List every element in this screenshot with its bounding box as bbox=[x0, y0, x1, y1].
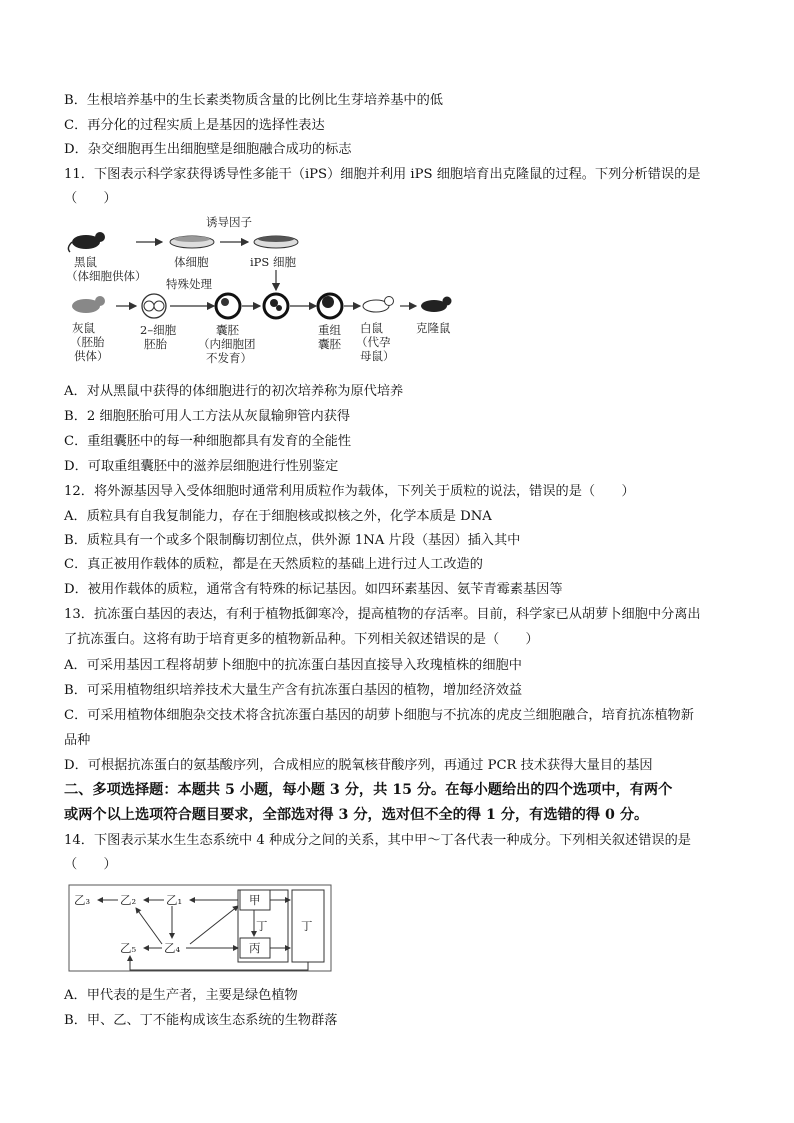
y2-label: 乙₂ bbox=[120, 893, 137, 907]
blastocyst-icon bbox=[216, 294, 240, 318]
section2-heading-2: 或两个以上选项符合题目要求，全部选对得 3 分，选对但不全的得 1 分，有选错的得 0 分。 bbox=[64, 807, 649, 823]
y1-label: 乙₁ bbox=[166, 893, 183, 907]
two-cell-label-2: 胚胎 bbox=[144, 337, 167, 351]
ips-clone-diagram bbox=[64, 212, 464, 374]
grey-mouse-icon bbox=[72, 296, 105, 313]
q13-option-d: D．可根据抗冻蛋白的氨基酸序列，合成相应的脱氧核苷酸序列，再通过 PCR 技术获得大量目的基因 bbox=[64, 758, 653, 773]
q11-stem: 11．下图表示科学家获得诱导性多能干（iPS）细胞并利用 iPS 细胞培育出克隆鼠的过程。下列分析错误的是 bbox=[64, 167, 701, 182]
ding-box-label: 丁 bbox=[301, 919, 313, 933]
q14-option-a: A．甲代表的是生产者，主要是绿色植物 bbox=[64, 988, 298, 1003]
ding-label: 丁 bbox=[256, 919, 268, 933]
clone-mouse-label: 克隆鼠 bbox=[416, 321, 451, 335]
two-cell-label-1: 2–细胞 bbox=[140, 323, 177, 337]
petri-dish-icon bbox=[170, 236, 214, 248]
q13-option-a: A．可采用基因工程将胡萝卜细胞中的抗冻蛋白基因直接导入玫瑰植株的细胞中 bbox=[64, 658, 522, 673]
q12-option-d: D．被用作载体的质粒，通常含有特殊的标记基因。如四环素基因、氨苄青霉素基因等 bbox=[64, 582, 563, 597]
q10-option-d: D．杂交细胞再生出细胞壁是细胞融合成功的标志 bbox=[64, 142, 352, 157]
ecosystem-diagram-nodes bbox=[66, 882, 336, 976]
injection-blastocyst-icon bbox=[264, 294, 288, 318]
blastocyst-note-2: 不发育） bbox=[206, 351, 252, 365]
ips-dish-icon bbox=[254, 236, 298, 248]
q11-option-c: C．重组囊胚中的每一种细胞都具有发育的全能性 bbox=[64, 434, 352, 449]
blastocyst-note-1: （内细胞团 bbox=[198, 337, 256, 351]
special-treat-label: 特殊处理 bbox=[166, 277, 212, 291]
white-mouse-note-1: （代孕 bbox=[356, 335, 391, 349]
q13-stem-1: 13．抗冻蛋白基因的表达，有利于植物抵御寒冷，提高植物的存活率。目前，科学家已从胡萝卜细胞中分离出 bbox=[64, 607, 701, 622]
q12-option-c: C．真正被用作载体的质粒，都是在天然质粒的基础上进行过人工改造的 bbox=[64, 557, 483, 572]
q10-option-c: C．再分化的过程实质上是基因的选择性表达 bbox=[64, 118, 325, 133]
blastocyst-label: 囊胚 bbox=[216, 323, 239, 337]
grey-mouse-label: 灰鼠 bbox=[72, 321, 95, 335]
recombinant-label-1: 重组 bbox=[318, 323, 341, 337]
recombinant-blastocyst-icon bbox=[318, 294, 342, 318]
y3-label: 乙₃ bbox=[74, 893, 91, 907]
q13-option-b: B．可采用植物组织培养技术大量生产含有抗冻蛋白基因的植物，增加经济效益 bbox=[64, 683, 523, 698]
somatic-cell-label: 体细胞 bbox=[174, 255, 209, 269]
q11-option-b: B．2 细胞胚胎可用人工方法从灰鼠输卵管内获得 bbox=[64, 409, 351, 424]
q14-stem: 14．下图表示某水生生态系统中 4 种成分之间的关系，其中甲～丁各代表一种成分。下列相关叙述错误的是 bbox=[64, 833, 691, 848]
ips-cell-label: iPS 细胞 bbox=[250, 255, 296, 269]
q11-option-d: D．可取重组囊胚中的滋养层细胞进行性别鉴定 bbox=[64, 459, 339, 474]
white-mouse-label: 白鼠 bbox=[360, 321, 383, 335]
q13-stem-2: 了抗冻蛋白。这将有助于培育更多的植物新品种。下列相关叙述错误的是（ ） bbox=[64, 632, 539, 647]
induce-factor-label: 诱导因子 bbox=[206, 215, 252, 229]
grey-mouse-note-2: 供体） bbox=[74, 349, 109, 363]
q11-option-a: A．对从黑鼠中获得的体细胞进行的初次培养称为原代培养 bbox=[64, 384, 404, 399]
black-mouse-icon bbox=[68, 232, 105, 252]
section2-heading-1: 二、多项选择题：本题共 5 小题，每小题 3 分，共 15 分。在每小题给出的四个选项中，有两个 bbox=[64, 782, 673, 798]
y4-label: 乙₄ bbox=[164, 941, 181, 955]
q12-option-b: B．质粒具有一个或多个限制酶切割位点，供外源 1NA 片段（基因）插入其中 bbox=[64, 533, 521, 548]
q10-option-b: B．生根培养基中的生长素类物质含量的比例比生芽培养基中的低 bbox=[64, 93, 443, 108]
q13-option-c-1: C．可采用植物体细胞杂交技术将含抗冻蛋白基因的胡萝卜细胞与不抗冻的虎皮兰细胞融合，培育抗冻植物新 bbox=[64, 708, 694, 723]
q11-bracket: （ ） bbox=[64, 191, 117, 206]
white-mouse-note-2: 母鼠） bbox=[360, 349, 395, 363]
recombinant-label-2: 囊胚 bbox=[318, 337, 341, 351]
grey-mouse-note-1: （胚胎 bbox=[70, 335, 105, 349]
q14-option-b: B．甲、乙、丁不能构成该生态系统的生物群落 bbox=[64, 1013, 338, 1028]
two-cell-embryo-icon bbox=[142, 294, 166, 318]
q12-stem: 12．将外源基因导入受体细胞时通常利用质粒作为载体，下列关于质粒的说法，错误的是（ ） bbox=[64, 484, 635, 499]
jia-label: 甲 bbox=[249, 893, 261, 907]
black-mouse-label: 黑鼠 bbox=[74, 255, 97, 269]
q12-option-a: A．质粒具有自我复制能力，存在于细胞核或拟核之外，化学本质是 DNA bbox=[64, 509, 492, 524]
q13-option-c-2: 品种 bbox=[64, 733, 91, 748]
white-mouse-icon bbox=[363, 297, 394, 313]
bing-label: 丙 bbox=[249, 941, 261, 955]
black-mouse-note: （体细胞供体） bbox=[66, 269, 147, 283]
q14-bracket: （ ） bbox=[64, 857, 117, 872]
clone-mouse-icon bbox=[421, 297, 452, 313]
y5-label: 乙₅ bbox=[120, 941, 137, 955]
